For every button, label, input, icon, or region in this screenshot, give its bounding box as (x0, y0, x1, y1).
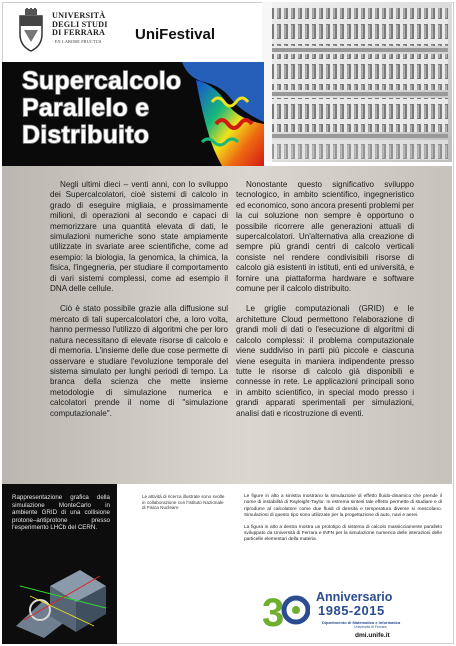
cern-caption: Rappresentazione grafica della simulazione MonteCarlo in ambiente GRID di una collisione protone–antiprotone presso l'esperimento LHCb del CERN. (12, 494, 110, 532)
anniversary-years: 1985-2015 (318, 603, 385, 618)
university-name: UNIVERSITÀ DEGLI STUDI DI FERRARA (52, 11, 108, 38)
department-name: Dipartimento di Matematica e Informatica (322, 620, 401, 625)
paragraph: La figura in alto a destra mostra un prototipo di sistema di calcolo massicciamente parallelo sviluppato da Università di Ferrara e INFN per la simulazione numerica delle interazioni delle particelle elementari della materia. (244, 524, 442, 543)
svg-text:3: 3 (262, 591, 285, 634)
anniversary-logo (262, 584, 448, 642)
body-column-left (50, 180, 228, 429)
infn-note: Le attività di ricerca illustrate sono svolte in collaborazione con l'Istituto Nazionale di Fisica Nucleare (142, 494, 225, 511)
university-label: Università di Ferrara (354, 625, 387, 629)
title-line-1: Supercalcolo (22, 67, 182, 95)
thirty-years-icon (262, 584, 310, 634)
crest-icon (16, 8, 46, 52)
title-line-2: Parallelo e (22, 94, 150, 122)
university-logo (16, 8, 136, 56)
department-site: dmi.unife.it (355, 632, 390, 639)
paragraph: Nonostante questo significativo sviluppo tecnologico, in ambito scientifico, ingegneristico ed economico, sono ancora presenti problemi per la cui soluzione non sempre è opportuno o possibile ricorrere alle generazioni attuali di supercalcolatori. Un'alternativa alla creazione di sempre più grandi centri di calcolo verticali consiste nel rendere condivisibili risorse di calcolo già esistenti in istituti, enti ed università, e fornire una piattaforma hardware e software comune per il calcolo distribuito. (236, 180, 414, 294)
paragraph: Le figure in alto a sinistra mostrano la simulazione di effetto fluido-dinamico che prende il nome di instabilità di Rayleight-Taylor. In estrema sintesi tale effetto permette di studiare e di riprodurre al calcolatore come due fluidi di densità e temperatura diverse si mescolano. Simulazioni di questo tipo sono utilizzate per la progettazione di auto, navi e aerei. (244, 494, 442, 519)
festival-label: UniFestival (135, 26, 216, 43)
body-column-right (236, 180, 414, 429)
anniversary-label: Anniversario (316, 590, 393, 604)
poster-title (22, 68, 181, 149)
figure-description (244, 494, 442, 549)
paragraph: Ciò è stato possibile grazie alla diffusione sul mercato di tali supercalcolatori che, a loro volta, hanno permesso l'utilizzo di algoritmi che per loro natura necessitano di elevate risorse di calcolo e di memoria. L'insieme delle due cose permette di osservare e studiare l'evoluzione temporale del sistema simulato per lunghi periodi di tempo. La branca della scienza che mette insieme metodologie di simulazione numerica e calcolatori prende il nome di "simulazione computazionale". (50, 304, 228, 418)
university-motto: · EX LABORE FRUCTUS · (52, 39, 105, 44)
detector-simulation-image (10, 556, 114, 640)
paragraph: Le griglie computazionali (GRID) e le architetture Cloud permettono l'elaborazione di grandi moli di dati o l'esecuzione di algoritmi di calcolo complessi: il problema computazionale viene suddiviso in parti più piccole e ciascuna viene eseguita in maniera indipendente presso tutte le risorse di calcolo già disponibili e connesse in rete. Le applicazioni principali sono in ambito scientifico, in special modo presso i grandi apparati sperimentali per simulazioni, analisi dati e ricostruzione di eventi. (236, 304, 414, 418)
title-line-3: Distribuito (22, 121, 150, 149)
server-rack-photo (262, 2, 452, 162)
paragraph: Negli ultimi dieci – venti anni, con lo sviluppo dei Supercalcolatori, cioè sistemi di calcolo in grado di eseguire migliaia, e prossimamente milioni, di operazioni al secondo e capaci di memorizzare una quantità elevata di dati, le simulazioni numeriche sono state ampiamente utilizzate in svariate aree scientifiche, come ad esempio: la biologia, la genomica, la chimica, la fisica, l'ingegneria, per studiare il comportamento di vari sistemi complessi, come ad esempio il DNA delle cellule. (50, 180, 228, 294)
